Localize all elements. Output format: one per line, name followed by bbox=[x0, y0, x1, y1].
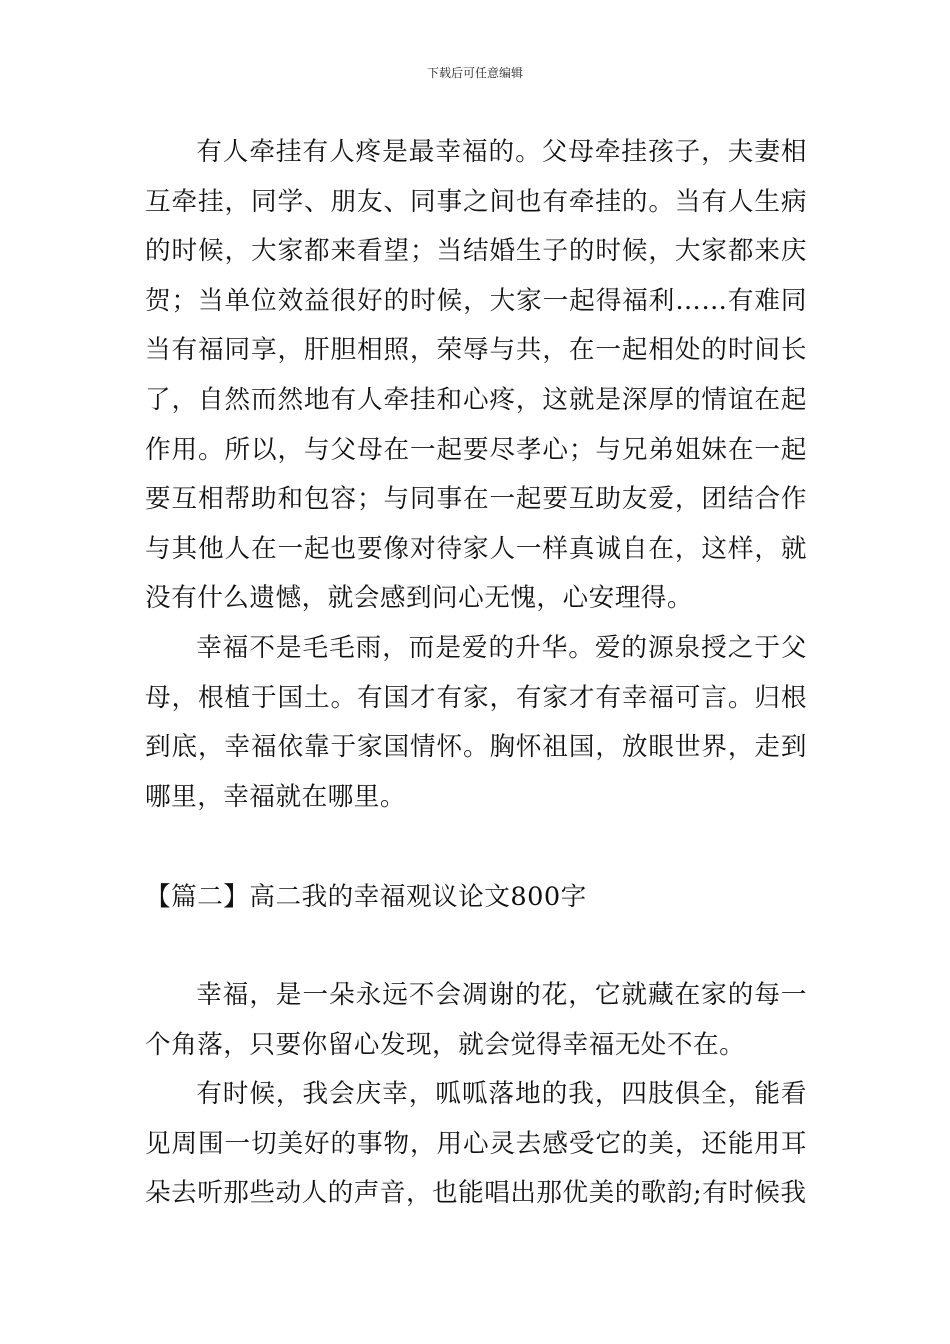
paragraph: 有人牵挂有人疼是最幸福的。父母牵挂孩子，夫妻相互牵挂，同学、朋友、同事之间也有牵挂的。当有人生病的时候，大家都来看望；当结婚生子的时候，大家都来庆贺；当单位效益很好的时候，大家一起得福利……有难同当有福同享，肝胆相照，荣辱与共，在一起相处的时间长了，自然而然地有人牵挂和心疼，这就是深厚的情谊在起作用。所以，与父母在一起要尽孝心；与兄弟姐妹在一起要互相帮助和包容；与同事在一起要互助友爱，团结合作与其他人在一起也要像对待家人一样真诚自在，这样，就没有什么遗憾，就会感到问心无愧，心安理得。 bbox=[145, 137, 807, 614]
paragraph: 幸福，是一朵永远不会凋谢的花，它就藏在家的每一个角落，只要你留心发现，就会觉得幸福无处不在。 bbox=[145, 980, 807, 1060]
paragraph: 有时候，我会庆幸，呱呱落地的我，四肢俱全，能看见周围一切美好的事物，用心灵去感受它的美，还能用耳朵去听那些动人的声音，也能唱出那优美的歌韵;有时候我 bbox=[145, 1079, 807, 1209]
page-header: 下载后可任意编辑 bbox=[426, 66, 523, 80]
essay-section-2 bbox=[145, 971, 807, 1219]
essay-section-1 bbox=[145, 128, 807, 822]
section-title: 【篇二】高二我的幸福观议论文800字 bbox=[145, 882, 587, 912]
paragraph: 幸福不是毛毛雨，而是爱的升华。爱的源泉授之于父母，根植于国土。有国才有家，有家才有幸福可言。归根到底，幸福依靠于家国情怀。胸怀祖国，放眼世界，走到哪里，幸福就在哪里。 bbox=[145, 632, 807, 812]
